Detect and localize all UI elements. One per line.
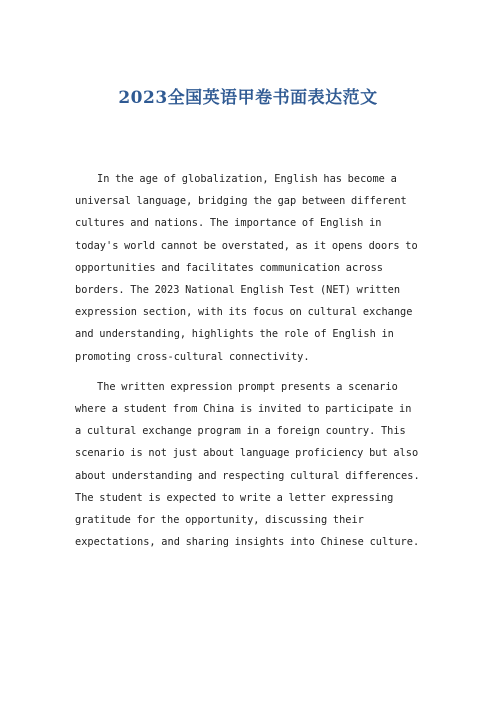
paragraph-2: The written expression prompt presents a scenario where a student from China is invited to participate in a cultural exchange program in a foreign country. This scenario is not just about language proficiency but also about understanding and respecting cultural differences. The student is expected to write a letter expressing gratitude for the opportunity, discussing their expectations, and sharing insights into Chinese culture.: [75, 380, 420, 549]
document-body: [75, 168, 421, 561]
document-title: 2023全国英语甲卷书面表达范文: [118, 88, 378, 108]
paragraph-1: In the age of globalization, English has become a universal language, bridging the gap between different cultures and nations. The importance of English in today's world cannot be overstated, as it opens doors to opportunities and facilitates communication across borders. The 2023 National English Test (NET) written expression section, with its focus on cultural exchange and understanding, highlights the role of English in promoting cross-cultural connectivity.: [75, 173, 418, 363]
